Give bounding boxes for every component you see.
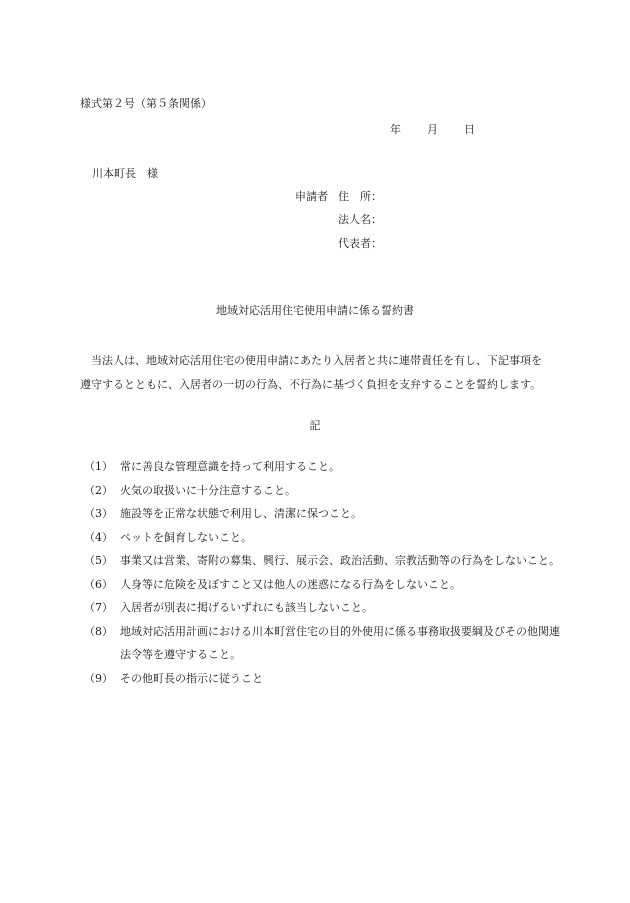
item-text: ペットを飼育しないこと。 xyxy=(120,530,252,544)
item-text: 事業又は営業、寄附の募集、興行、展示会、政治活動、宗教活動等の行為をしないこと。 xyxy=(120,554,560,567)
item-text: その他町長の指示に従うこと xyxy=(120,671,263,685)
list-item xyxy=(80,626,560,673)
item-text: 入居者が別表に掲げるいずれにも該当しないこと。 xyxy=(120,601,373,614)
item-text-continued: 法令等を遵守すること。 xyxy=(120,648,241,661)
date-line xyxy=(390,124,475,135)
document-title: 地域対応活用住宅使用申請に係る誓約書 xyxy=(216,304,414,317)
item-text: 常に善良な管理意識を持って利用すること。 xyxy=(120,460,340,473)
date-month: 月 xyxy=(427,123,438,136)
address-label: 住 所： xyxy=(338,190,382,203)
list-item xyxy=(80,579,560,603)
item-number: （2） xyxy=(84,483,113,497)
item-text: 人身等に危険を及ぼすこと又は他人の迷惑になる行為をしないこと。 xyxy=(120,577,461,591)
addressee: 川本町長 様 xyxy=(92,167,158,180)
date-day: 日 xyxy=(464,123,475,136)
item-text: 火気の取扱いに十分注意すること。 xyxy=(120,483,296,497)
list-item xyxy=(80,602,560,626)
representative-label: 代表者： xyxy=(338,237,382,250)
item-number: （6） xyxy=(84,577,113,591)
date-year: 年 xyxy=(390,123,401,136)
item-number: （5） xyxy=(84,554,113,567)
item-number: （1） xyxy=(84,460,113,473)
list-item xyxy=(80,532,560,556)
list-item xyxy=(80,673,560,697)
applicant-label: 申請者 xyxy=(295,190,328,203)
ki-heading: 記 xyxy=(309,419,321,432)
list-item xyxy=(80,508,560,532)
item-text: 施設等を正常な状態で利用し、清潔に保つこと。 xyxy=(120,507,362,520)
pledge-body: 当法人は、地域対応活用住宅の使用申請にあたり入居者と共に連帯責任を有し、下記事項を遵守するとともに、入居者の一切の行為、不行為に基づく負担を支弁することを誓約します。 xyxy=(80,354,542,391)
item-list xyxy=(80,461,560,696)
form-number: 様式第２号（第５条関係） xyxy=(80,97,212,110)
list-item xyxy=(80,485,560,509)
item-number: （4） xyxy=(84,530,113,544)
item-number: （9） xyxy=(84,671,113,685)
list-item xyxy=(80,555,560,579)
corp-name-label: 法人名： xyxy=(338,213,382,226)
item-number: （8） xyxy=(84,624,113,638)
item-number: （7） xyxy=(84,601,113,614)
item-number: （3） xyxy=(84,507,113,520)
item-text: 地域対応活用計画における川本町営住宅の目的外使用に係る事務取扱要綱及びその他関連 xyxy=(120,624,560,638)
list-item xyxy=(80,461,560,485)
